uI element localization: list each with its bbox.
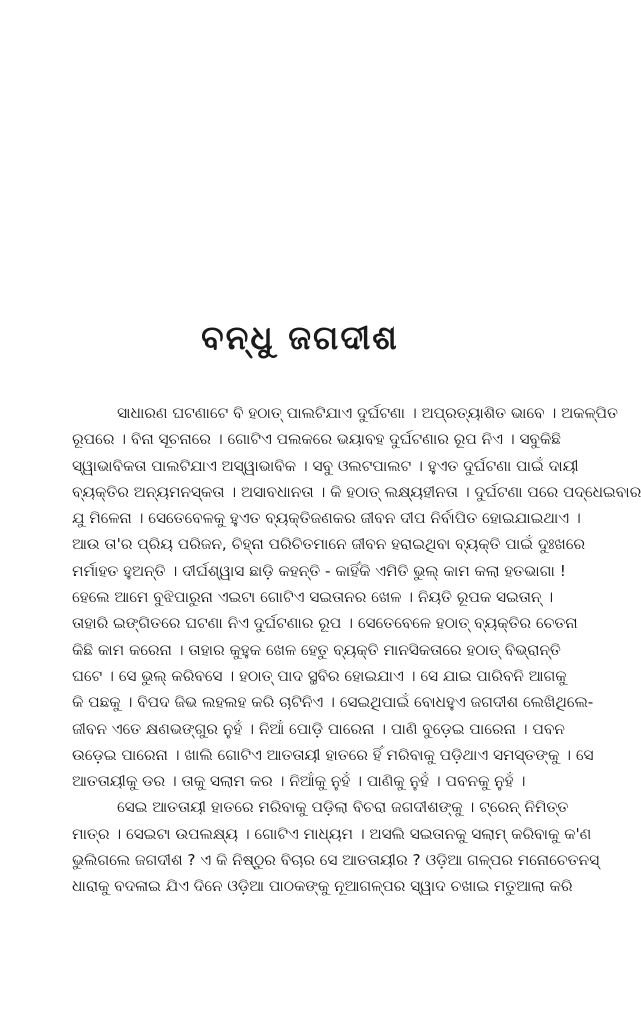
text-line: ଆଉ ତା'ର ପ୍ରିୟ ପରିଜନ, ଚିହ୍ନା ପରିଚିତମାନେ ଜୀବନ ହରାଇଥିବା ବ୍ୟକ୍ତି ପାଇଁ ଦୁଃଖରେ	[72, 535, 585, 554]
text-line: ହେଲେ ଆମେ ବୁଝିପାରୁନା ଏଇଟା ଗୋଟିଏ ସଇତାନର ଖେଳ । ନିୟତି ରୂପକ ସଇତାନ୍ ।	[72, 588, 554, 607]
text-line: ସାଧାରଣ ଘଟଣାଟେ ବି ହଠାତ୍ ପାଲଟିଯାଏ ଦୁର୍ଘଟଣା । ଅପ୍ରତ୍ୟାଶିତ ଭାବେ । ଅକଳ୍ପିତ	[117, 404, 618, 422]
text-line: ତାହାରି ଇଙ୍ଗିତରେ ଘଟଣା ନିଏ ଦୁର୍ଘଟଣାର ରୂପ । ସେତେବେଳେ ହଠାତ୍ ବ୍ୟକ୍ତିର ଚେତନା	[72, 614, 578, 633]
text-line: ସ୍ୱାଭାବିକତା ପାଲଟିଯାଏ ଅସ୍ୱାଭାବିକ । ସବୁ ଓଲଟପାଲଟ । ହୁଏତ ଦୁର୍ଘଟଣା ପାଇଁ ଦାୟୀ	[72, 456, 579, 475]
text-line: ଘଟେ । ସେ ଭୁଲ୍ କରିବସେ । ହଠାତ୍ ପାଦ ସ୍ଥବିର ହୋଇଯାଏ । ସେ ଯାଇ ପାରିବନି ଆଗକୁ	[72, 666, 567, 685]
text-line: ବ୍ୟକ୍ତିର ଅନ୍ୟମନସ୍କତା । ଅସାବଧାନତା । କି ହଠାତ୍ ଲକ୍ଷ୍ୟହୀନତା । ଦୁର୍ଘଟଣା ପରେ ପଦ୍ଧେଇବାର	[72, 482, 641, 501]
text-line: ରୂପରେ । ବିନା ସୂଚନାରେ । ଗୋଟିଏ ପଲକରେ ଭୟାବହ ଦୁର୍ଘଟଣାର ରୂପ ନିଏ । ସବୁକିଛି	[72, 430, 561, 449]
text-line: ଧାରାକୁ ବଦଳାଇ ଯିଏ ଦିନେ ଓଡ଼ିଆ ପାଠକଙ୍କୁ ନୂଆଗଳ୍ପର ସ୍ୱାଦ ଚଖାଇ ମତୁଆଲା କରି	[72, 877, 573, 896]
paragraph	[72, 400, 641, 794]
paragraph	[72, 794, 600, 899]
text-line: କିଛି କାମ କରେନା । ତାହାର କୁହୁକ ଖେଳ ହେତୁ ବ୍ୟକ୍ତି ମାନସିକତାରେ ହଠାତ୍ ବିଭ୍ରାନ୍ତି	[72, 640, 561, 659]
text-line: ଜୀବନ ଏତେ କ୍ଷଣଭଙ୍ଗୁର ନୁହଁ । ନିଆଁ ପୋଡ଼ି ପାରେନା । ପାଣି ବୁଡ଼େଇ ପାରେନା । ପବନ	[72, 719, 565, 738]
chapter-title: ବନ୍ଧୁ ଜଗଦୀଶ	[201, 318, 399, 357]
text-line: ଯୁ ମିଳେନା । ସେତେବେଳକୁ ହୁଏତ ବ୍ୟକ୍ତିଜଣକର ଜୀବନ ଦୀପ ନିର୍ବାପିତ ହୋଇଯାଇଥାଏ ।	[72, 509, 581, 528]
text-line: ମାତ୍ର । ସେଇଟା ଉପଲକ୍ଷ୍ୟ । ଗୋଟିଏ ମାଧ୍ୟମ । ଅସଲି ସଇତାନକୁ ସଲାମ୍ କରିବାକୁ କ'ଣ	[72, 824, 592, 843]
text-line: ସେଇ ଆତତାୟୀ ହାତରେ ମରିବାକୁ ପଡ଼ିଲା ବିଚରା ଜଗଦୀଶଙ୍କୁ । ଟ୍ରେନ୍ ନିମିତ୍ତ	[117, 798, 569, 817]
text-line: କି ପଛକୁ । ବିପଦ ଜିଭ ଲହଲହ କରି ଚାଟିନିଏ । ସେଇଥିପାଇଁ ବୋଧହୁଏ ଜଗଦୀଶ ଲେଖିଥିଲେ-	[72, 693, 594, 712]
text-line: ଆତତାୟୀକୁ ଡର । ତାକୁ ସଲାମ କର । ନିଆଁକୁ ନୁହଁ । ପାଣିକୁ ନୁହଁ । ପବନକୁ ନୁହଁ ।	[72, 772, 526, 791]
text-line: ଉଡ଼େଇ ପାରେନା । ଖାଲି ଗୋଟିଏ ଆତତାୟୀ ହାତରେ ହିଁ ମରିବାକୁ ପଡ଼ିଥାଏ ସମସ୍ତଙ୍କୁ । ସେ	[72, 745, 594, 764]
text-line: ମର୍ମାହତ ହୁଅନ୍ତି । ଦୀର୍ଘଶ୍ୱାସ ଛାଡ଼ି କହନ୍ତି - କାହିଁକି ଏମିତି ଭୁଲ୍ କାମ କଲା ହତଭାଗା !	[72, 561, 566, 580]
body-text	[72, 400, 641, 900]
text-line: ଭୁଲିଗଲେ ଜଗଦୀଶ ? ଏ କି ନିଷ୍ଠୁର ବିଚାର ସେ ଆତତାୟୀର ? ଓଡ଼ିଆ ଗଳ୍ପର ମନୋଚେତନସ୍	[72, 851, 600, 870]
